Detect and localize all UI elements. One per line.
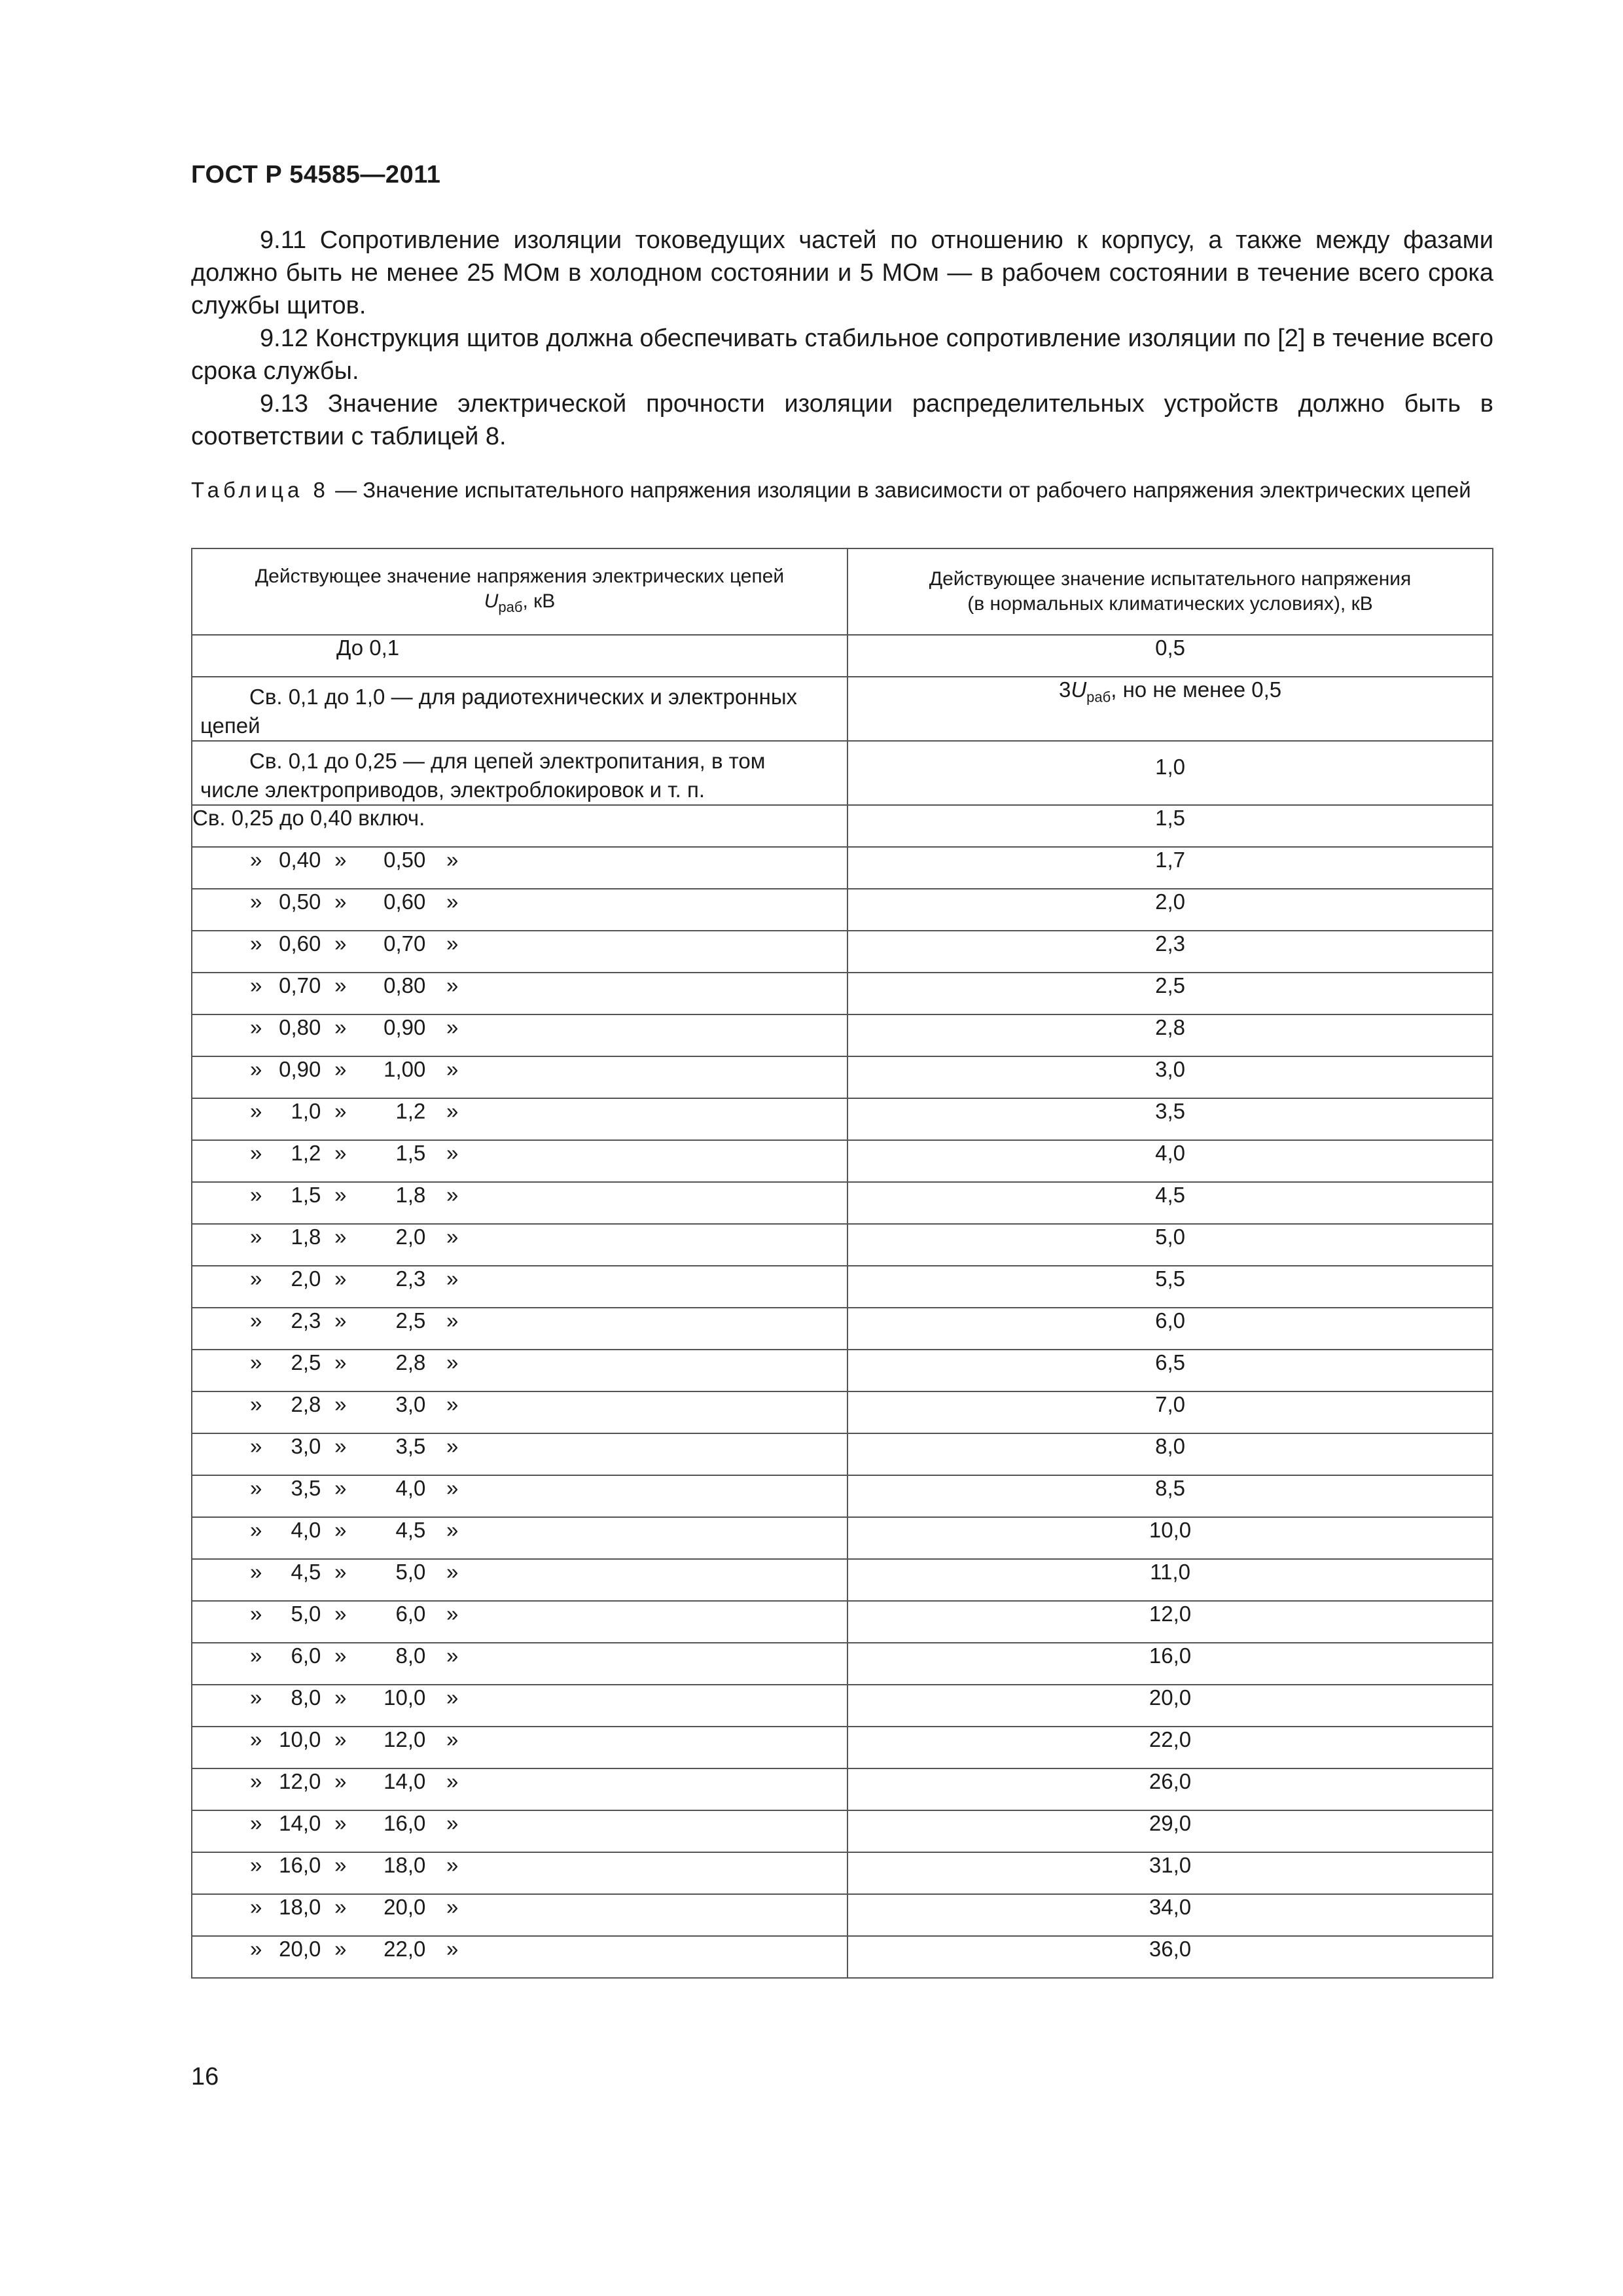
value-cell: 3,0 xyxy=(847,1056,1493,1098)
ditto-mark: » xyxy=(334,973,347,997)
ditto-mark: » xyxy=(334,1057,347,1081)
value-symbol: U xyxy=(1071,677,1087,702)
range-cell xyxy=(192,973,847,1014)
range-to: 6,0 xyxy=(395,1602,426,1626)
range-to: 0,90 xyxy=(383,1015,426,1039)
ditto-mark: » xyxy=(250,1560,262,1584)
ditto-mark: » xyxy=(446,889,459,914)
range-to: 1,5 xyxy=(395,1141,426,1165)
ditto-mark: » xyxy=(334,1183,347,1207)
ditto-mark: » xyxy=(250,1518,262,1542)
ditto-mark: » xyxy=(446,973,459,997)
value-suffix: , но не менее 0,5 xyxy=(1111,677,1282,702)
ditto-mark: » xyxy=(446,1895,459,1919)
ditto-mark: » xyxy=(334,1308,347,1333)
ditto-mark: » xyxy=(446,1057,459,1081)
range-cell: До 0,1 xyxy=(192,635,847,677)
range-from: 1,8 xyxy=(291,1225,321,1249)
ditto-mark: » xyxy=(446,1518,459,1542)
ditto-mark: » xyxy=(334,1392,347,1416)
table-row xyxy=(192,805,1493,847)
range-cell xyxy=(192,1810,847,1852)
ditto-mark: » xyxy=(250,1643,262,1668)
table-row xyxy=(192,1894,1493,1936)
range-to: 12,0 xyxy=(383,1727,426,1751)
range-cell xyxy=(192,1936,847,1978)
value-cell: 1,0 xyxy=(847,741,1493,805)
range-cell xyxy=(192,1727,847,1768)
ditto-mark: » xyxy=(446,1727,459,1751)
paragraph-9-11: 9.11 Сопротивление изоляции токоведущих частей по отношению к корпусу, а также между фазами должно быть не менее 25 МОм в холодном состоянии и 5 МОм — в рабочем состоянии в течение всего срока службы щитов. xyxy=(191,226,1493,319)
ditto-mark: » xyxy=(446,1560,459,1584)
table-row xyxy=(192,1391,1493,1433)
range-cell xyxy=(192,741,847,805)
range-to: 4,0 xyxy=(395,1476,426,1500)
paragraph-9-13: 9.13 Значение электрической прочности изоляции распределительных устройств должно быть в соответствии с таблицей 8. xyxy=(191,390,1493,450)
range-to: 22,0 xyxy=(383,1937,426,1961)
range-to: 3,0 xyxy=(395,1392,426,1416)
range-to: 2,8 xyxy=(395,1350,426,1374)
ditto-mark: » xyxy=(446,931,459,956)
ditto-mark: » xyxy=(446,1350,459,1374)
value-prefix: 3 xyxy=(1058,677,1071,702)
range-from: 5,0 xyxy=(291,1602,321,1626)
ditto-mark: » xyxy=(334,1015,347,1039)
value-cell: 6,5 xyxy=(847,1350,1493,1391)
range-from: 0,60 xyxy=(279,931,321,956)
value-cell: 16,0 xyxy=(847,1643,1493,1685)
value-cell: 2,0 xyxy=(847,889,1493,931)
range-cell xyxy=(192,1475,847,1517)
ditto-mark: » xyxy=(334,1769,347,1793)
ditto-mark: » xyxy=(334,1266,347,1291)
value-cell xyxy=(847,677,1493,741)
range-from: 0,90 xyxy=(279,1057,321,1081)
table-row xyxy=(192,1098,1493,1140)
value-cell: 2,3 xyxy=(847,931,1493,973)
table-caption-text: — Значение испытательного напряжения изоляции в зависимости от рабочего напряжения электрических цепей xyxy=(329,478,1471,502)
range-cell xyxy=(192,931,847,973)
range-cell xyxy=(192,1517,847,1559)
ditto-mark: » xyxy=(446,1308,459,1333)
ditto-mark: » xyxy=(446,1937,459,1961)
ditto-mark: » xyxy=(250,1853,262,1877)
ditto-mark: » xyxy=(446,1769,459,1793)
ditto-mark: » xyxy=(334,1602,347,1626)
range-to: 1,00 xyxy=(383,1057,426,1081)
table-row xyxy=(192,1685,1493,1727)
range-to: 2,0 xyxy=(395,1225,426,1249)
range-to: 4,5 xyxy=(395,1518,426,1542)
ditto-mark: » xyxy=(250,1602,262,1626)
ditto-mark: » xyxy=(250,1015,262,1039)
range-cell xyxy=(192,1056,847,1098)
ditto-mark: » xyxy=(334,931,347,956)
value-cell: 31,0 xyxy=(847,1852,1493,1894)
range-cell xyxy=(192,1601,847,1643)
value-cell: 4,5 xyxy=(847,1182,1493,1224)
table-row xyxy=(192,1936,1493,1978)
table-row xyxy=(192,1475,1493,1517)
range-to: 10,0 xyxy=(383,1685,426,1710)
table-row xyxy=(192,635,1493,677)
table-row xyxy=(192,1727,1493,1768)
table-row xyxy=(192,1852,1493,1894)
value-cell: 7,0 xyxy=(847,1391,1493,1433)
ditto-mark: » xyxy=(250,1266,262,1291)
range-from: 3,5 xyxy=(291,1476,321,1500)
table-row xyxy=(192,1517,1493,1559)
range-from: 2,8 xyxy=(291,1392,321,1416)
header-col2-line2: (в нормальных климатических условиях), кВ xyxy=(967,593,1373,615)
range-from: 0,70 xyxy=(279,973,321,997)
ditto-mark: » xyxy=(334,1685,347,1710)
range-text: Св. 0,1 до 0,25 — для цепей электропитания, в том числе электроприводов, электроблокировок и т. п. xyxy=(200,749,766,802)
ditto-mark: » xyxy=(334,1560,347,1584)
ditto-mark: » xyxy=(250,889,262,914)
value-cell: 1,5 xyxy=(847,805,1493,847)
ditto-mark: » xyxy=(250,848,262,872)
table-caption xyxy=(191,476,1493,504)
header-operating-voltage xyxy=(192,548,847,635)
ditto-mark: » xyxy=(250,1392,262,1416)
value-cell: 5,5 xyxy=(847,1266,1493,1308)
ditto-mark: » xyxy=(446,1853,459,1877)
table-row xyxy=(192,1433,1493,1475)
value-cell: 0,5 xyxy=(847,635,1493,677)
table-row xyxy=(192,1810,1493,1852)
table-row xyxy=(192,847,1493,889)
ditto-mark: » xyxy=(334,1099,347,1123)
value-cell: 34,0 xyxy=(847,1894,1493,1936)
table-row xyxy=(192,1224,1493,1266)
range-cell xyxy=(192,1266,847,1308)
ditto-mark: » xyxy=(446,1434,459,1458)
ditto-mark: » xyxy=(250,1685,262,1710)
range-to: 16,0 xyxy=(383,1811,426,1835)
table-row xyxy=(192,677,1493,741)
range-from: 1,2 xyxy=(291,1141,321,1165)
range-cell xyxy=(192,1559,847,1601)
table-row xyxy=(192,1266,1493,1308)
voltage-table xyxy=(191,548,1493,1979)
ditto-mark: » xyxy=(334,889,347,914)
ditto-mark: » xyxy=(446,1811,459,1835)
value-cell: 11,0 xyxy=(847,1559,1493,1601)
range-from: 4,5 xyxy=(291,1560,321,1584)
header-col2-line1: Действующее значение испытательного напряжения xyxy=(929,568,1412,590)
range-cell xyxy=(192,1308,847,1350)
ditto-mark: » xyxy=(334,1434,347,1458)
range-to: 14,0 xyxy=(383,1769,426,1793)
value-cell: 2,5 xyxy=(847,973,1493,1014)
value-cell: 20,0 xyxy=(847,1685,1493,1727)
ditto-mark: » xyxy=(446,1602,459,1626)
ditto-mark: » xyxy=(334,1518,347,1542)
ditto-mark: » xyxy=(250,1937,262,1961)
range-text: Св. 0,1 до 1,0 — для радиотехнических и электронных цепей xyxy=(200,685,798,738)
value-cell: 4,0 xyxy=(847,1140,1493,1182)
ditto-mark: » xyxy=(334,1643,347,1668)
table-row xyxy=(192,1601,1493,1643)
value-cell: 22,0 xyxy=(847,1727,1493,1768)
range-from: 2,3 xyxy=(291,1308,321,1333)
value-cell: 6,0 xyxy=(847,1308,1493,1350)
range-cell xyxy=(192,1350,847,1391)
range-to: 0,80 xyxy=(383,973,426,997)
range-from: 0,50 xyxy=(279,889,321,914)
range-cell xyxy=(192,1391,847,1433)
ditto-mark: » xyxy=(334,1225,347,1249)
range-to: 18,0 xyxy=(383,1853,426,1877)
table-row xyxy=(192,1014,1493,1056)
ditto-mark: » xyxy=(250,931,262,956)
range-cell xyxy=(192,1768,847,1810)
ditto-mark: » xyxy=(250,1183,262,1207)
ditto-mark: » xyxy=(334,1895,347,1919)
document-header: ГОСТ Р 54585—2011 xyxy=(191,161,441,188)
value-cell: 1,7 xyxy=(847,847,1493,889)
range-cell xyxy=(192,1643,847,1685)
ditto-mark: » xyxy=(334,848,347,872)
ditto-mark: » xyxy=(250,1727,262,1751)
ditto-mark: » xyxy=(250,1099,262,1123)
ditto-mark: » xyxy=(334,1476,347,1500)
ditto-mark: » xyxy=(250,973,262,997)
ditto-mark: » xyxy=(446,848,459,872)
value-cell: 8,0 xyxy=(847,1433,1493,1475)
ditto-mark: » xyxy=(250,1057,262,1081)
ditto-mark: » xyxy=(250,1434,262,1458)
range-from: 1,5 xyxy=(291,1183,321,1207)
header-col1-line1: Действующее значение напряжения электрических цепей xyxy=(255,565,785,587)
range-to: 5,0 xyxy=(395,1560,426,1584)
ditto-mark: » xyxy=(446,1183,459,1207)
table-row xyxy=(192,1643,1493,1685)
range-from: 3,0 xyxy=(291,1434,321,1458)
range-from: 8,0 xyxy=(291,1685,321,1710)
range-to: 0,50 xyxy=(383,848,426,872)
table-row xyxy=(192,973,1493,1014)
range-cell xyxy=(192,1894,847,1936)
header-col1-symbol: U xyxy=(484,590,499,612)
range-from: 20,0 xyxy=(279,1937,321,1961)
table-row xyxy=(192,1559,1493,1601)
ditto-mark: » xyxy=(334,1853,347,1877)
header-col1-unit: , кВ xyxy=(522,590,556,612)
table-row xyxy=(192,1140,1493,1182)
ditto-mark: » xyxy=(334,1141,347,1165)
paragraph-9-12: 9.12 Конструкция щитов должна обеспечивать стабильное сопротивление изоляции по [2] в течение всего срока службы. xyxy=(191,325,1493,385)
range-from: 14,0 xyxy=(279,1811,321,1835)
ditto-mark: » xyxy=(250,1769,262,1793)
ditto-mark: » xyxy=(446,1643,459,1668)
value-cell: 3,5 xyxy=(847,1098,1493,1140)
range-to: 2,3 xyxy=(395,1266,426,1291)
range-cell: Св. 0,25 до 0,40 включ. xyxy=(192,805,847,847)
value-cell: 2,8 xyxy=(847,1014,1493,1056)
range-to: 8,0 xyxy=(395,1643,426,1668)
ditto-mark: » xyxy=(446,1266,459,1291)
ditto-mark: » xyxy=(446,1015,459,1039)
ditto-mark: » xyxy=(334,1350,347,1374)
range-cell xyxy=(192,1098,847,1140)
ditto-mark: » xyxy=(250,1225,262,1249)
ditto-mark: » xyxy=(250,1811,262,1835)
table-caption-label: Таблица 8 xyxy=(191,478,329,502)
range-from: 0,40 xyxy=(279,848,321,872)
ditto-mark: » xyxy=(446,1392,459,1416)
table-row xyxy=(192,1350,1493,1391)
range-cell xyxy=(192,1685,847,1727)
table-header-row xyxy=(192,548,1493,635)
value-cell: 26,0 xyxy=(847,1768,1493,1810)
range-from: 16,0 xyxy=(279,1853,321,1877)
ditto-mark: » xyxy=(250,1895,262,1919)
table-row xyxy=(192,1768,1493,1810)
body-text xyxy=(191,224,1493,453)
ditto-mark: » xyxy=(334,1937,347,1961)
value-cell: 8,5 xyxy=(847,1475,1493,1517)
range-cell xyxy=(192,677,847,741)
range-from: 1,0 xyxy=(291,1099,321,1123)
value-subscript: раб xyxy=(1086,689,1111,706)
range-cell xyxy=(192,1140,847,1182)
ditto-mark: » xyxy=(446,1476,459,1500)
table-row xyxy=(192,1182,1493,1224)
range-from: 4,0 xyxy=(291,1518,321,1542)
range-cell xyxy=(192,847,847,889)
range-to: 1,2 xyxy=(395,1099,426,1123)
range-to: 20,0 xyxy=(383,1895,426,1919)
header-col1-subscript: раб xyxy=(498,598,523,615)
table-row xyxy=(192,741,1493,805)
range-cell xyxy=(192,1433,847,1475)
range-from: 2,5 xyxy=(291,1350,321,1374)
range-cell xyxy=(192,1224,847,1266)
range-from: 12,0 xyxy=(279,1769,321,1793)
ditto-mark: » xyxy=(250,1308,262,1333)
range-cell xyxy=(192,1014,847,1056)
ditto-mark: » xyxy=(334,1811,347,1835)
range-cell xyxy=(192,889,847,931)
range-from: 0,80 xyxy=(279,1015,321,1039)
page-number: 16 xyxy=(191,2063,219,2090)
range-to: 0,70 xyxy=(383,931,426,956)
ditto-mark: » xyxy=(250,1350,262,1374)
table-row xyxy=(192,889,1493,931)
range-to: 3,5 xyxy=(395,1434,426,1458)
ditto-mark: » xyxy=(446,1685,459,1710)
range-to: 2,5 xyxy=(395,1308,426,1333)
range-to: 1,8 xyxy=(395,1183,426,1207)
ditto-mark: » xyxy=(250,1476,262,1500)
value-cell: 10,0 xyxy=(847,1517,1493,1559)
range-to: 0,60 xyxy=(383,889,426,914)
value-cell: 12,0 xyxy=(847,1601,1493,1643)
range-cell xyxy=(192,1852,847,1894)
value-cell: 5,0 xyxy=(847,1224,1493,1266)
ditto-mark: » xyxy=(446,1141,459,1165)
value-cell: 36,0 xyxy=(847,1936,1493,1978)
ditto-mark: » xyxy=(446,1099,459,1123)
value-cell: 29,0 xyxy=(847,1810,1493,1852)
range-cell xyxy=(192,1182,847,1224)
ditto-mark: » xyxy=(446,1225,459,1249)
range-from: 18,0 xyxy=(279,1895,321,1919)
header-test-voltage xyxy=(847,548,1493,635)
table-row xyxy=(192,931,1493,973)
ditto-mark: » xyxy=(334,1727,347,1751)
table-row xyxy=(192,1056,1493,1098)
range-from: 2,0 xyxy=(291,1266,321,1291)
ditto-mark: » xyxy=(250,1141,262,1165)
range-from: 10,0 xyxy=(279,1727,321,1751)
table-row xyxy=(192,1308,1493,1350)
range-from: 6,0 xyxy=(291,1643,321,1668)
